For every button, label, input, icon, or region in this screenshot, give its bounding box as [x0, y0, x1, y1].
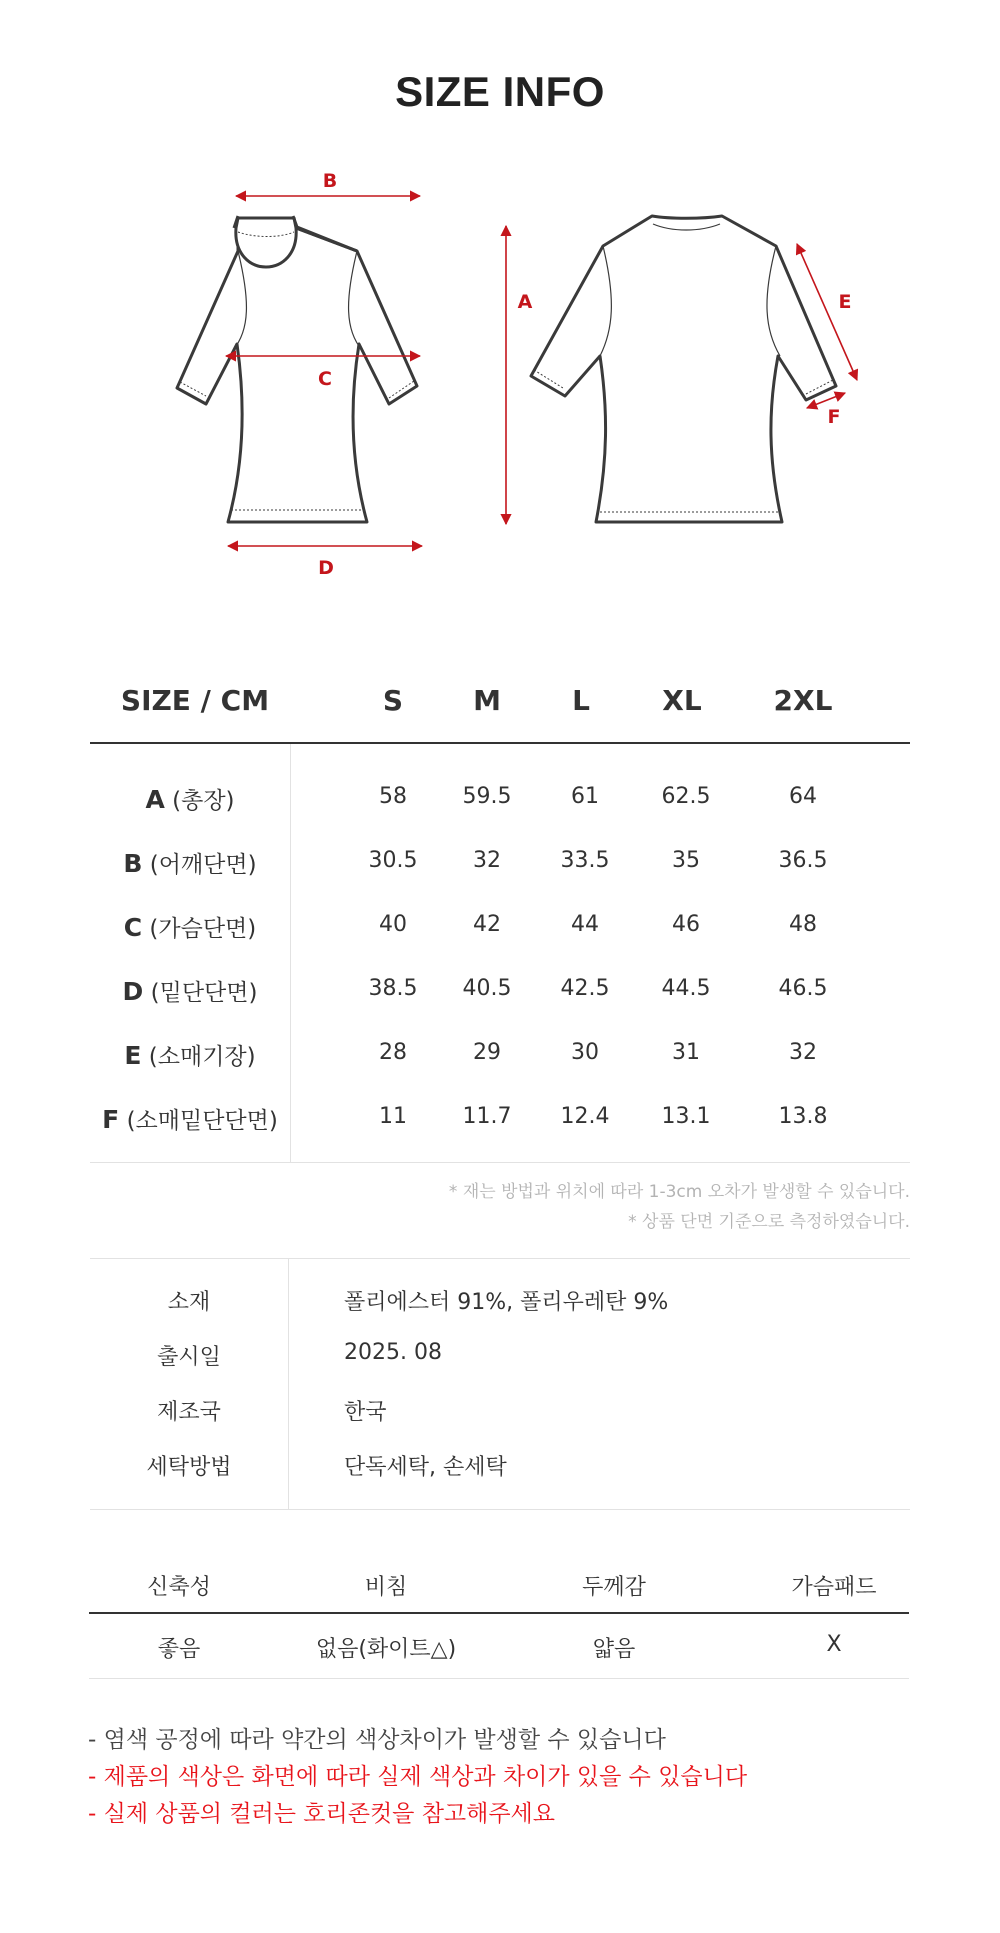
table-cell: 36.5 — [778, 848, 828, 873]
color-note-line: - 실제 상품의 컬러는 호리존컷을 참고해주세요 — [88, 1801, 555, 1827]
size-header-xl: XL — [662, 684, 702, 717]
table-cell: 32 — [789, 1040, 817, 1065]
info-value: 단독세탁, 손세탁 — [344, 1455, 507, 1480]
row-label: B (어깨단면) — [123, 849, 257, 878]
label-c: C — [318, 368, 332, 390]
page-title: SIZE INFO — [395, 68, 605, 115]
table-cell: 30.5 — [368, 848, 418, 873]
table-cell: 40.5 — [462, 976, 512, 1001]
table-cell: 31 — [672, 1040, 700, 1065]
table-cell: 61 — [571, 784, 599, 809]
fit-table-header — [89, 1560, 909, 1614]
table-cell: 44 — [571, 912, 599, 937]
measurement-notes — [449, 1177, 910, 1237]
table-cell: 32 — [473, 848, 501, 873]
table-row — [90, 956, 910, 1020]
info-label: 제조국 — [157, 1400, 221, 1425]
row-label: A (총장) — [145, 785, 235, 814]
fit-header-stretch: 신축성 — [147, 1575, 211, 1600]
row-label: F (소매밑단단면) — [102, 1105, 278, 1134]
label-d: D — [318, 557, 334, 579]
table-cell: 30 — [571, 1040, 599, 1065]
info-value: 2025. 08 — [344, 1340, 442, 1365]
fit-table — [89, 1560, 909, 1679]
table-row — [90, 1084, 910, 1148]
info-row — [90, 1340, 910, 1390]
info-value: 폴리에스터 91%, 폴리우레탄 9% — [344, 1290, 669, 1315]
table-cell: 64 — [789, 784, 817, 809]
note-line: * 재는 방법과 위치에 따라 1-3cm 오차가 발생할 수 있습니다. — [448, 1182, 910, 1202]
fit-header-bust-pad: 가슴패드 — [791, 1575, 877, 1600]
label-a: A — [517, 291, 533, 313]
table-cell: 28 — [379, 1040, 407, 1065]
fit-header-sheerness: 비침 — [364, 1575, 408, 1600]
fit-value-thickness: 얇음 — [592, 1637, 636, 1662]
info-label: 소재 — [167, 1290, 211, 1315]
table-cell: 40 — [379, 912, 407, 937]
table-cell: 48 — [789, 912, 817, 937]
table-cell: 38.5 — [368, 976, 418, 1001]
table-row — [90, 764, 910, 828]
size-header-label: SIZE / CM — [120, 684, 270, 717]
size-header-s: S — [382, 684, 404, 717]
color-note-line: - 염색 공정에 따라 약간의 색상차이가 발생할 수 있습니다 — [88, 1727, 666, 1753]
table-cell: 13.1 — [661, 1104, 711, 1129]
table-cell: 35 — [672, 848, 700, 873]
info-row — [90, 1450, 910, 1500]
table-row — [90, 1020, 910, 1084]
table-cell: 29 — [473, 1040, 501, 1065]
table-cell: 33.5 — [560, 848, 610, 873]
info-value: 한국 — [344, 1400, 387, 1425]
info-label: 출시일 — [157, 1345, 221, 1370]
table-cell: 44.5 — [661, 976, 711, 1001]
table-row — [90, 892, 910, 956]
label-b: B — [322, 170, 338, 192]
table-cell: 13.8 — [778, 1104, 828, 1129]
table-cell: 42.5 — [560, 976, 610, 1001]
table-cell: 46.5 — [778, 976, 828, 1001]
row-label: D (밑단단면) — [122, 977, 258, 1006]
table-cell: 11 — [379, 1104, 407, 1129]
table-cell: 59.5 — [462, 784, 512, 809]
fit-table-body — [89, 1614, 909, 1679]
size-table — [90, 670, 910, 1163]
fit-value-stretch: 좋음 — [157, 1637, 201, 1662]
table-cell: 58 — [379, 784, 407, 809]
size-header-m: M — [473, 684, 501, 717]
label-e: E — [838, 291, 852, 313]
table-cell: 46 — [672, 912, 700, 937]
table-cell: 62.5 — [661, 784, 711, 809]
color-note-line: - 제품의 색상은 화면에 따라 실제 색상과 차이가 있을 수 있습니다 — [88, 1764, 748, 1790]
color-notes — [88, 1722, 747, 1833]
table-cell: 12.4 — [560, 1104, 610, 1129]
back-shirt-illustration — [531, 216, 836, 522]
fit-value-sheerness: 없음(화이트△) — [315, 1637, 457, 1662]
label-f: F — [827, 406, 841, 428]
info-row — [90, 1285, 910, 1335]
table-row — [90, 828, 910, 892]
table-cell: 42 — [473, 912, 501, 937]
row-label: E (소매기장) — [124, 1041, 256, 1070]
product-info-table — [90, 1258, 910, 1510]
size-header-2xl: 2XL — [773, 684, 833, 717]
size-header-l: L — [572, 684, 590, 717]
info-label: 세탁방법 — [146, 1455, 232, 1480]
size-table-body — [90, 744, 910, 1163]
row-label: C (가슴단면) — [123, 913, 257, 942]
note-line: * 상품 단면 기준으로 측정하였습니다. — [628, 1212, 910, 1232]
table-cell: 11.7 — [462, 1104, 512, 1129]
fit-value-bust-pad: X — [826, 1632, 842, 1657]
fit-header-thickness: 두께감 — [582, 1575, 646, 1600]
front-shirt-illustration — [177, 217, 417, 522]
info-row — [90, 1395, 910, 1445]
size-measurement-diagram — [0, 160, 1000, 590]
size-table-header — [90, 670, 910, 744]
